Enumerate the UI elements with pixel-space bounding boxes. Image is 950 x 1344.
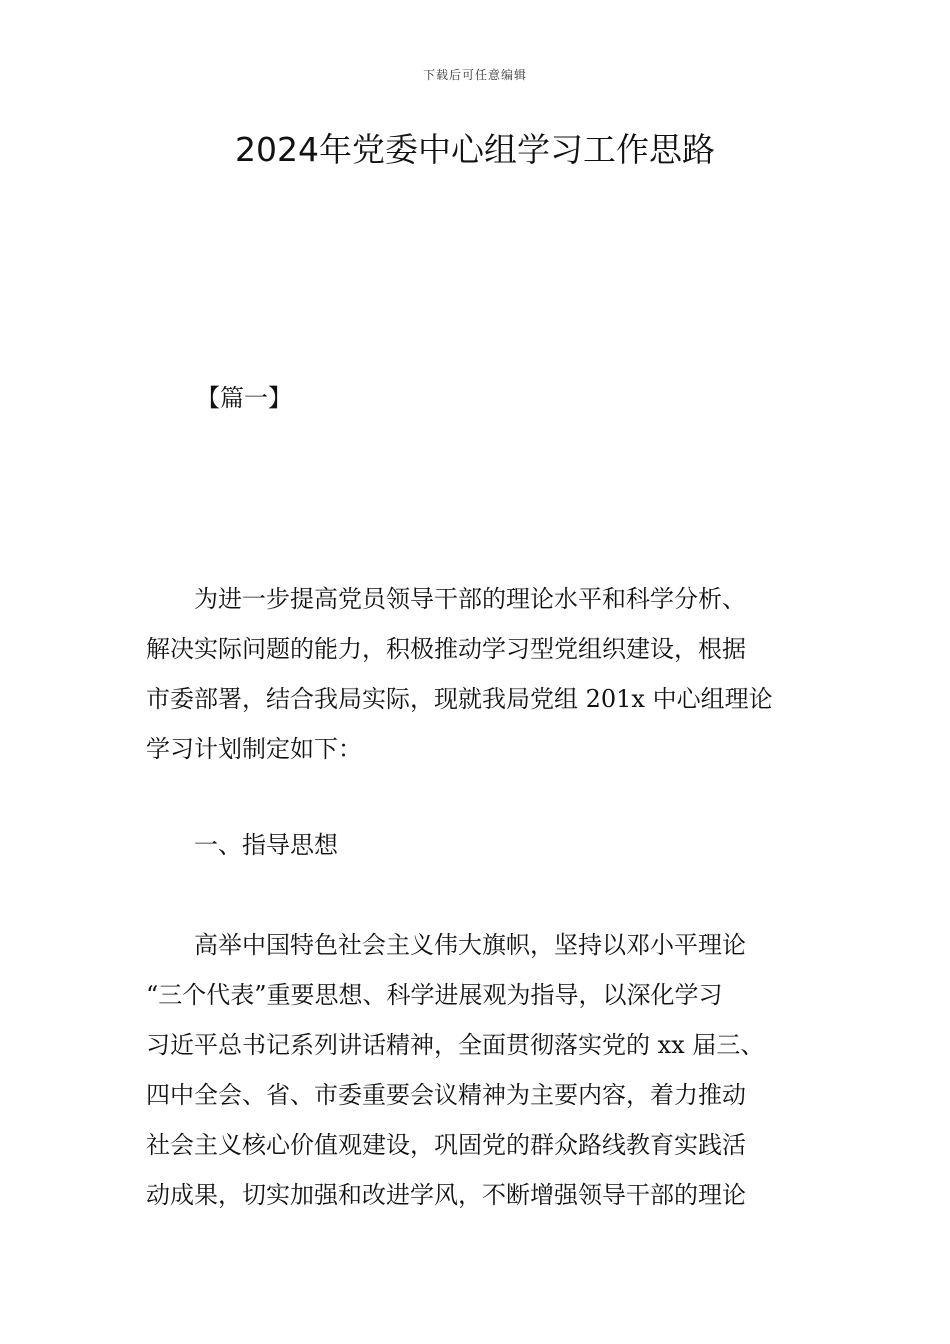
paragraph-2 xyxy=(146,920,810,1220)
paragraph-line: 习近平总书记系列讲话精神，全面贯彻落实党的 xx 届三、 xyxy=(146,1031,765,1059)
section-heading-guiding-ideology xyxy=(146,820,810,870)
paragraph-line: 四中全会、省、市委重要会议精神为主要内容，着力推动 xyxy=(146,1081,746,1109)
paragraph-line: 高举中国特色社会主义伟大旗帜，坚持以邓小平理论 xyxy=(146,931,746,959)
paragraph-line: 社会主义核心价值观建设，巩固党的群众路线教育实践活 xyxy=(146,1131,746,1159)
document-title: 2024年党委中心组学习工作思路 xyxy=(235,130,715,169)
paragraph-line: 为进一步提高党员领导干部的理论水平和科学分析、 xyxy=(146,585,746,613)
section-heading-text: 一、指导思想 xyxy=(146,831,338,859)
paragraph-line: 学习计划制定如下： xyxy=(146,735,362,763)
section-marker: 【篇一】 xyxy=(196,384,292,412)
paragraph-line: 市委部署，结合我局实际，现就我局党组 201x 中心组理论 xyxy=(146,685,773,713)
paragraph-line: 解决实际问题的能力，积极推动学习型党组织建设，根据 xyxy=(146,635,746,663)
header-note: 下载后可任意编辑 xyxy=(422,68,527,82)
paragraph-line: 动成果，切实加强和改进学风，不断增强领导干部的理论 xyxy=(146,1181,746,1209)
paragraph-1 xyxy=(146,574,810,774)
paragraph-line: “三个代表”重要思想、科学进展观为指导，以深化学习 xyxy=(146,981,723,1009)
